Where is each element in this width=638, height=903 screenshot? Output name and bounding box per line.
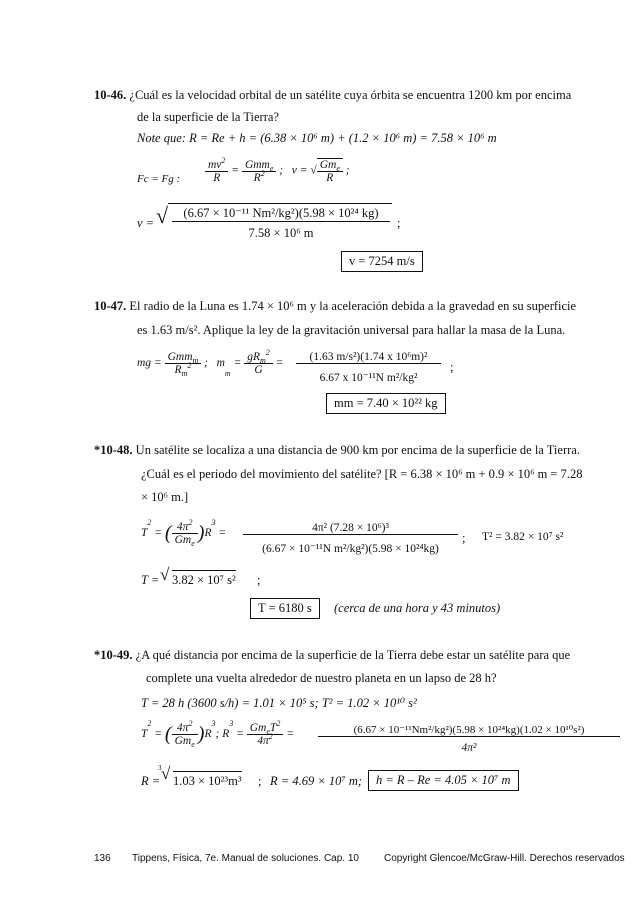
question-line: × 10⁶ m.]: [141, 490, 189, 504]
note-label: Note que:: [137, 131, 186, 145]
radical-bar: [168, 203, 392, 204]
answer-box: T = 6180 s: [250, 598, 320, 619]
period-derivation: $T^2$ = ( $\frac{4\pi^2}{Gm_e}$ )$R^3$ =: [141, 518, 227, 548]
period-squared-result: T² = 3.82 × 10⁷ s²: [482, 531, 564, 543]
orbital-force-equation: $\frac{mv^2}{R}$ = $\frac{Gmm_e}{R^2}$ ; v = √ $\frac{Gm_e}{R}$ ;: [205, 158, 350, 184]
copyright-notice: Copyright Glencoe/McGraw-Hill. Derechos reservados: [384, 853, 625, 864]
question-line: ¿Cuál es el periodo del movimiento del satélite? [R = 6.38 × 10⁶ m + 0.9 × 10⁶ m = 7.28: [141, 467, 583, 481]
radical-sign: √: [160, 565, 170, 584]
mass-derivation: mg = $\frac{Gmm_m}{R_m^2}$ ; $m_m$ = $\frac{gR_m^2}{G}$ =: [137, 348, 284, 378]
answer-note: (cerca de una hora y 43 minutos): [334, 601, 501, 615]
problem-10-48-statement: [94, 443, 580, 458]
velocity-numerator: (6.67 × 10⁻¹¹ Nm²/kg²)(5.98 × 10²⁴ kg): [172, 205, 390, 222]
force-equality-label: Fc = Fg :: [137, 173, 181, 185]
radius-root: 1.03 × 10²³m³: [173, 771, 242, 789]
semicolon: ;: [258, 774, 262, 788]
semicolon: ;: [397, 216, 401, 230]
problem-number: *10-48.: [94, 443, 133, 457]
page-number: 136: [94, 853, 111, 864]
mass-numerator: (1.63 m/s²)(1.74 x 10⁶m)²: [296, 351, 441, 364]
question-line: ¿A qué distancia por encima de la superficie de la Tierra debe estar un satélite para que: [135, 648, 571, 662]
cube-root-sign: √: [161, 764, 171, 783]
semicolon: ;: [257, 573, 261, 587]
answer-box: mm = 7.40 × 10²² kg: [326, 393, 446, 414]
radius-derivation: $T^2$ = ( $\frac{4\pi^2}{Gm_e}$ )$R^3$; $R^3$ = $\frac{Gm_eT^2}{4\pi^2}$ =: [141, 719, 294, 749]
problem-number: 10-47.: [94, 299, 127, 313]
radius-label: R =: [141, 774, 161, 788]
mass-denominator: 6.67 x 10⁻¹¹N m²/kg²: [319, 372, 418, 384]
velocity-denominator: 7.58 × 10⁶ m: [248, 226, 314, 240]
problem-10-47-statement: [94, 299, 576, 314]
note-equation: R = Re + h = (6.38 × 10⁶ m) + (1.2 × 10⁶ m) = 7.58 × 10⁶ m: [189, 131, 497, 145]
problem-number: 10-46.: [94, 88, 127, 102]
period-numerator: 4π² (7.28 × 10⁶)³: [243, 522, 458, 535]
note-line: [137, 131, 497, 146]
question-line: de la superficie de la Tierra?: [137, 110, 279, 124]
answer-box: v = 7254 m/s: [341, 251, 423, 272]
problem-10-46-statement: [94, 88, 571, 103]
period-label: T =: [141, 573, 160, 587]
problem-number: *10-49.: [94, 648, 133, 662]
period-denominator: (6.67 × 10⁻¹¹N m²/kg²)(5.98 × 10²⁴kg): [262, 543, 439, 555]
radius-denominator: 4π²: [461, 742, 477, 754]
radius-result: R = 4.69 × 10⁷ m;: [270, 774, 363, 788]
period-root: 3.82 × 10⁷ s²: [172, 570, 236, 588]
velocity-label: v =: [137, 216, 155, 230]
radical-sign: √: [156, 203, 169, 228]
answer-box: h = R – Re = 4.05 × 10⁷ m: [368, 770, 519, 791]
question-line: ¿Cuál es la velocidad orbital de un satélite cuya órbita se encuentra 1200 km por encima: [129, 88, 572, 102]
question-line: complete una vuelta alrededor de nuestro planeta en un lapso de 28 h?: [146, 671, 497, 685]
book-reference: Tippens, Física, 7e. Manual de soluciones. Cap. 10: [132, 853, 359, 864]
cube-root-index: 3: [158, 764, 162, 772]
semicolon: ;: [450, 360, 454, 374]
radius-numerator: (6.67 × 10⁻¹¹Nm²/kg²)(5.98 × 10²⁴kg)(1.02 × 10¹⁰s²): [318, 723, 620, 737]
period-conversion: T = 28 h (3600 s/h) = 1.01 × 10⁵ s; T² = 1.02 × 10¹⁰ s²: [141, 696, 417, 710]
question-line: El radio de la Luna es 1.74 × 10⁶ m y la aceleración debida a la gravedad en su superficie: [129, 299, 577, 313]
question-line: es 1.63 m/s². Aplique la ley de la gravitación universal para hallar la masa de la Luna.: [137, 323, 566, 337]
question-line: Un satélite se localiza a una distancia de 900 km por encima de la superficie de la Tierra.: [135, 443, 580, 457]
semicolon: ;: [462, 531, 466, 545]
problem-10-49-statement: [94, 648, 570, 663]
